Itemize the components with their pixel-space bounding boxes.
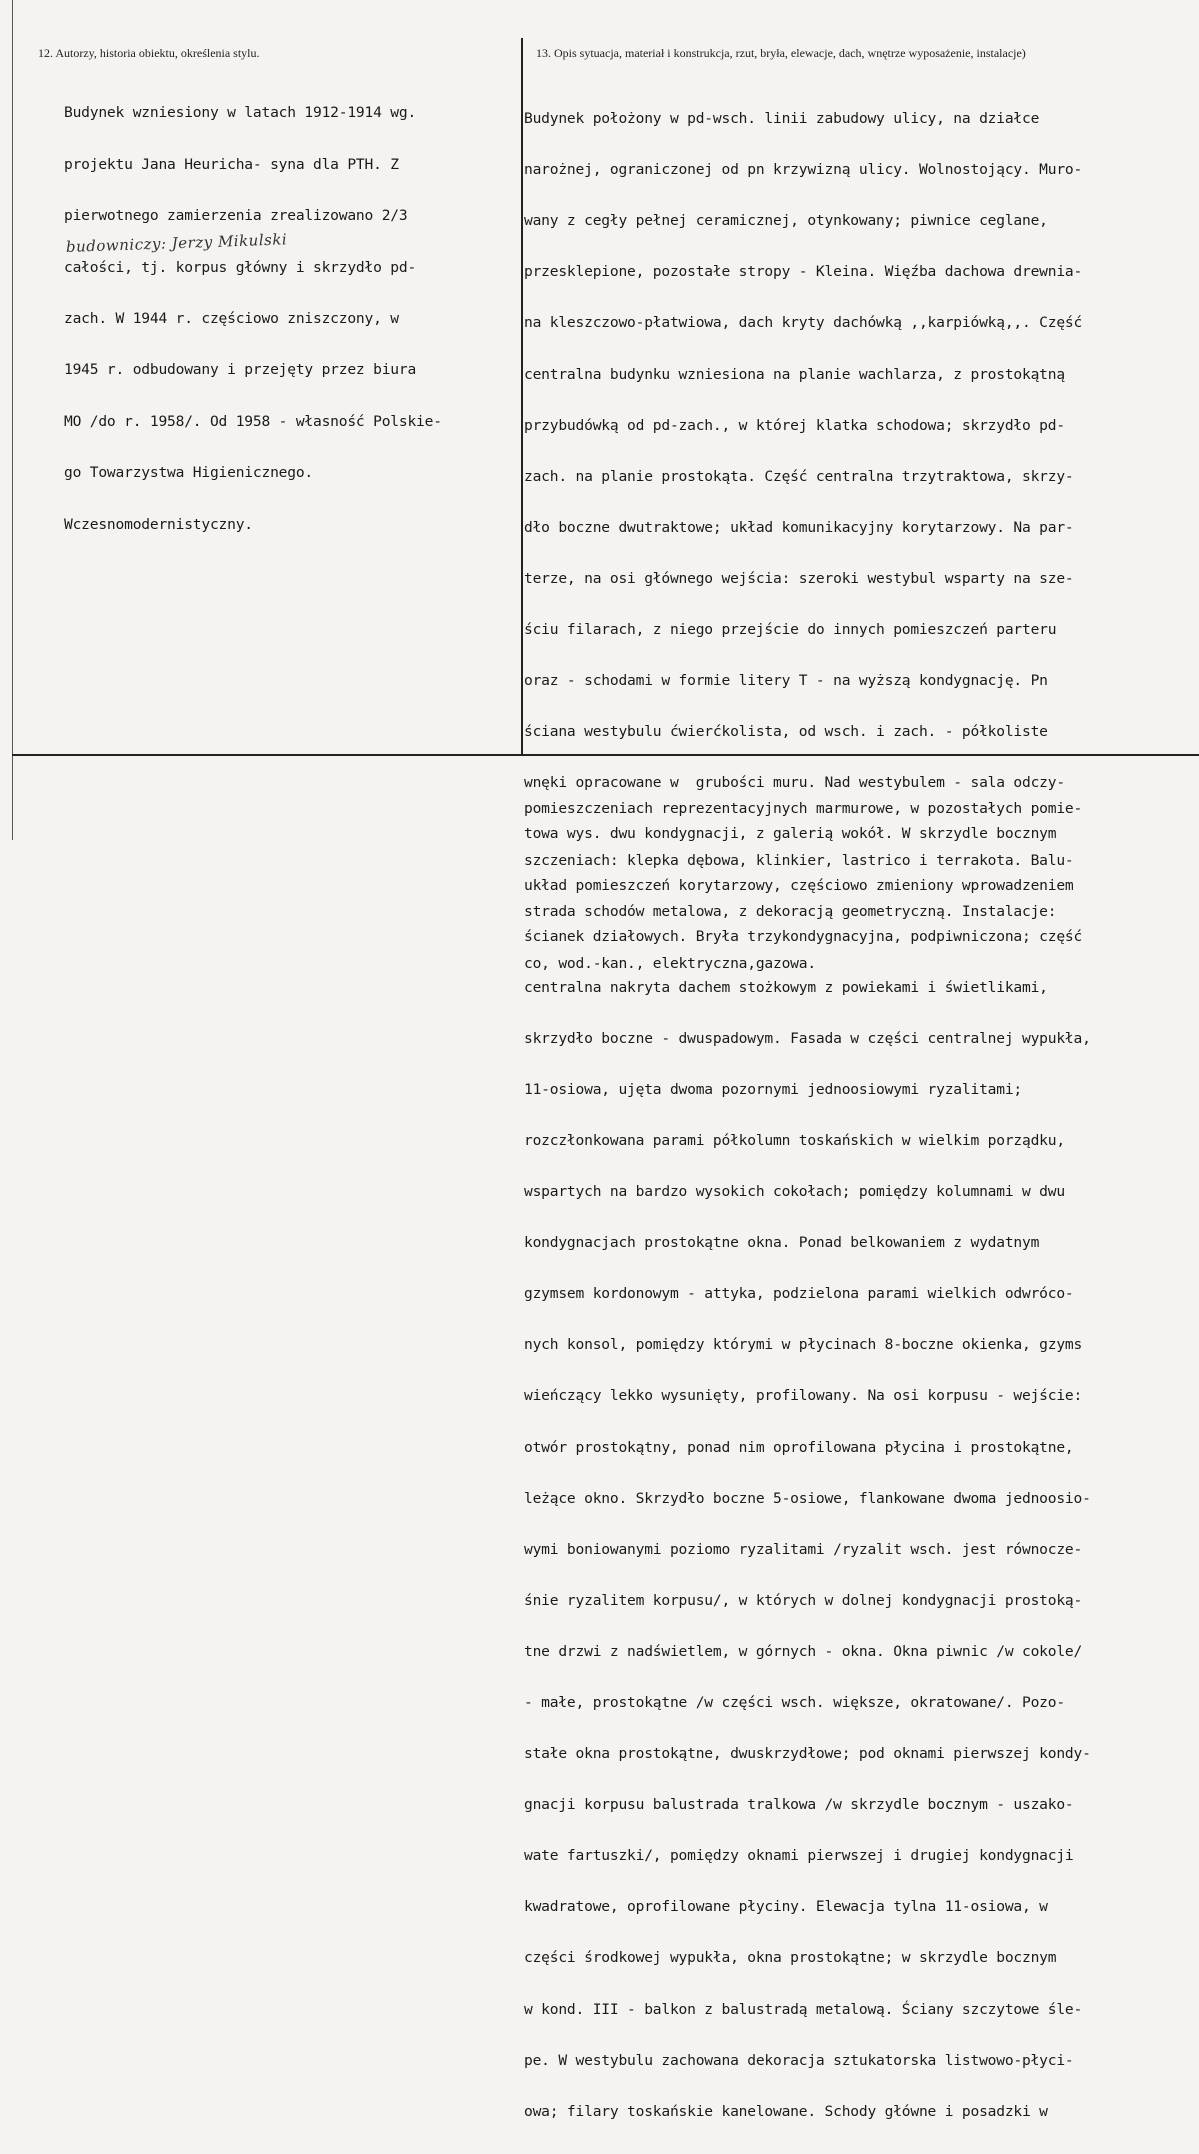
text-line: w kond. III - balkon z balustradą metalową. Ściany szczytowe śle- (524, 2000, 1083, 2018)
text-line: szczeniach: klepka dębowa, klinkier, lastrico i terrakota. Balu- (524, 851, 1074, 869)
text-line: centralna budynku wzniesiona na planie wachlarza, z prostokątną (524, 365, 1065, 383)
text-line: kondygnacjach prostokątne okna. Ponad belkowaniem z wydatnym (524, 1234, 1040, 1252)
text-line: zach. W 1944 r. częściowo zniszczony, w (64, 310, 399, 328)
text-line: oraz - schodami w formie litery T - na wyższą kondygnację. Pn (524, 672, 1048, 690)
text-line: układ pomieszczeń korytarzowy, częściowo zmieniony wprowadzeniem (524, 876, 1074, 894)
text-line: ściana westybulu ćwierćkolista, od wsch. i zach. - półkoliste (524, 723, 1048, 741)
text-line: Budynek wzniesiony w latach 1912-1914 wg. (64, 104, 417, 122)
text-line: części środkowej wypukła, okna prostokątne; w skrzydle bocznym (524, 1949, 1057, 1967)
text-line: śnie ryzalitem korpusu/, w których w dolnej kondygnacji prostoką- (524, 1591, 1083, 1609)
text-line: centralna nakryta dachem stożkowym z powiekami i świetlikami, (524, 978, 1048, 996)
text-line: skrzydło boczne - dwuspadowym. Fasada w części centralnej wypukła, (524, 1029, 1091, 1047)
handwritten-signature: budowniczy: Jerzy Mikulski (65, 230, 288, 256)
text-line: stałe okna prostokątne, dwuskrzydłowe; pod oknami pierwszej kondy- (524, 1745, 1091, 1763)
text-line: leżące okno. Skrzydło boczne 5-osiowe, flankowane dwoma jednoosio- (524, 1489, 1091, 1507)
text-line: na kleszczowo-płatwiowa, dach kryty dachówką ,,karpiówką,,. Część (524, 314, 1083, 332)
text-line: pomieszczeniach reprezentacyjnych marmurowe, w pozostałych pomie- (524, 799, 1083, 817)
text-line: strada schodów metalowa, z dekoracją geometryczną. Instalacje: (524, 903, 1057, 921)
left-margin-rule (12, 0, 13, 840)
text-line: zach. na planie prostokąta. Część centralna trzytraktowa, skrzy- (524, 467, 1074, 485)
text-line: - małe, prostokątne /w części wsch. większe, okratowane/. Pozo- (524, 1694, 1065, 1711)
text-line: przybudówką od pd-zach., w której klatka schodowa; skrzydło pd- (524, 416, 1065, 434)
section-12-header: 12. Autorzy, historia obiektu, określenia stylu. (38, 46, 260, 60)
text-line: narożnej, ograniczonej od pn krzywizną ulicy. Wolnostojący. Muro- (524, 161, 1083, 179)
text-line: gnacji korpusu balustrada tralkowa /w skrzydle bocznym - uszako- (524, 1796, 1074, 1814)
text-line: rozczłonkowana parami półkolumn toskańskich w wielkim porządku, (524, 1131, 1065, 1149)
text-line: gzymsem kordonowym - attyka, podzielona parami wielkich odwróco- (524, 1285, 1074, 1303)
text-line: dło boczne dwutraktowe; układ komunikacyjny korytarzowy. Na par- (524, 518, 1074, 536)
section-12-text (64, 70, 524, 567)
text-line: wymi boniowanymi poziomo ryzalitami /ryzalit wsch. jest równocze- (524, 1540, 1083, 1558)
text-line: 1945 r. odbudowany i przejęty przez biura (64, 361, 417, 379)
text-line: co, wod.-kan., elektryczna,gazowa. (524, 955, 816, 973)
text-line: nych konsol, pomiędzy którymi w płycinach 8-boczne okienka, gzyms (524, 1336, 1083, 1354)
section-13-continuation (524, 765, 1199, 1007)
text-line: Budynek położony w pd-wsch. linii zabudowy ulicy, na działce (524, 110, 1040, 128)
text-line: ściu filarach, z niego przejście do innych pomieszczeń parteru (524, 621, 1057, 639)
text-line: wnęki opracowane w grubości muru. Nad westybulem - sala odczy- (524, 774, 1065, 792)
text-line: go Towarzystwa Higienicznego. (64, 464, 313, 482)
text-line: ścianek działowych. Bryła trzykondygnacyjna, podpiwniczona; część (524, 927, 1083, 945)
text-line: pierwotnego zamierzenia zrealizowano 2/3 (64, 207, 408, 225)
text-line: terze, na osi głównego wejścia: szeroki westybul wsparty na sze- (524, 569, 1074, 587)
text-line: kwadratowe, oprofilowane płyciny. Elewacja tylna 11-osiowa, w (524, 1898, 1048, 1916)
text-line: całości, tj. korpus główny i skrzydło pd- (64, 258, 417, 276)
section-13-text (524, 76, 1199, 2154)
text-line: wspartych na bardzo wysokich cokołach; pomiędzy kolumnami w dwu (524, 1183, 1065, 1201)
section-13-header: 13. Opis sytuacja, materiał i konstrukcja, rzut, bryła, elewacje, dach, wnętrze wyposażenie, instalacje) (536, 46, 1026, 60)
text-line: tne drzwi z nadświetlem, w górnych - okna. Okna piwnic /w cokole/ (524, 1642, 1083, 1660)
text-line: projektu Jana Heuricha- syna dla PTH. Z (64, 155, 399, 173)
text-line: towa wys. dwu kondygnacji, z galerią wokół. W skrzydle bocznym (524, 825, 1057, 843)
text-line: Wczesnomodernistyczny. (64, 515, 253, 533)
text-line: pe. W westybulu zachowana dekoracja sztukatorska listwowo-płyci- (524, 2051, 1074, 2069)
text-line: przesklepione, pozostałe stropy - Kleina. Więźba dachowa drewnia- (524, 263, 1083, 281)
text-line: wieńczący lekko wysunięty, profilowany. Na osi korpusu - wejście: (524, 1387, 1083, 1405)
text-line: 11-osiowa, ujęta dwoma pozornymi jednoosiowymi ryzalitami; (524, 1080, 1022, 1098)
text-line: wate fartuszki/, pomiędzy oknami pierwszej i drugiej kondygnacji (524, 1847, 1074, 1865)
text-line: owa; filary toskańskie kanelowane. Schody główne i posadzki w (524, 2102, 1048, 2120)
text-line: MO /do r. 1958/. Od 1958 - własność Polskie- (64, 412, 442, 430)
text-line: otwór prostokątny, ponad nim oprofilowana płycina i prostokątne, (524, 1438, 1074, 1456)
text-line: wany z cegły pełnej ceramicznej, otynkowany; piwnice ceglane, (524, 212, 1048, 230)
